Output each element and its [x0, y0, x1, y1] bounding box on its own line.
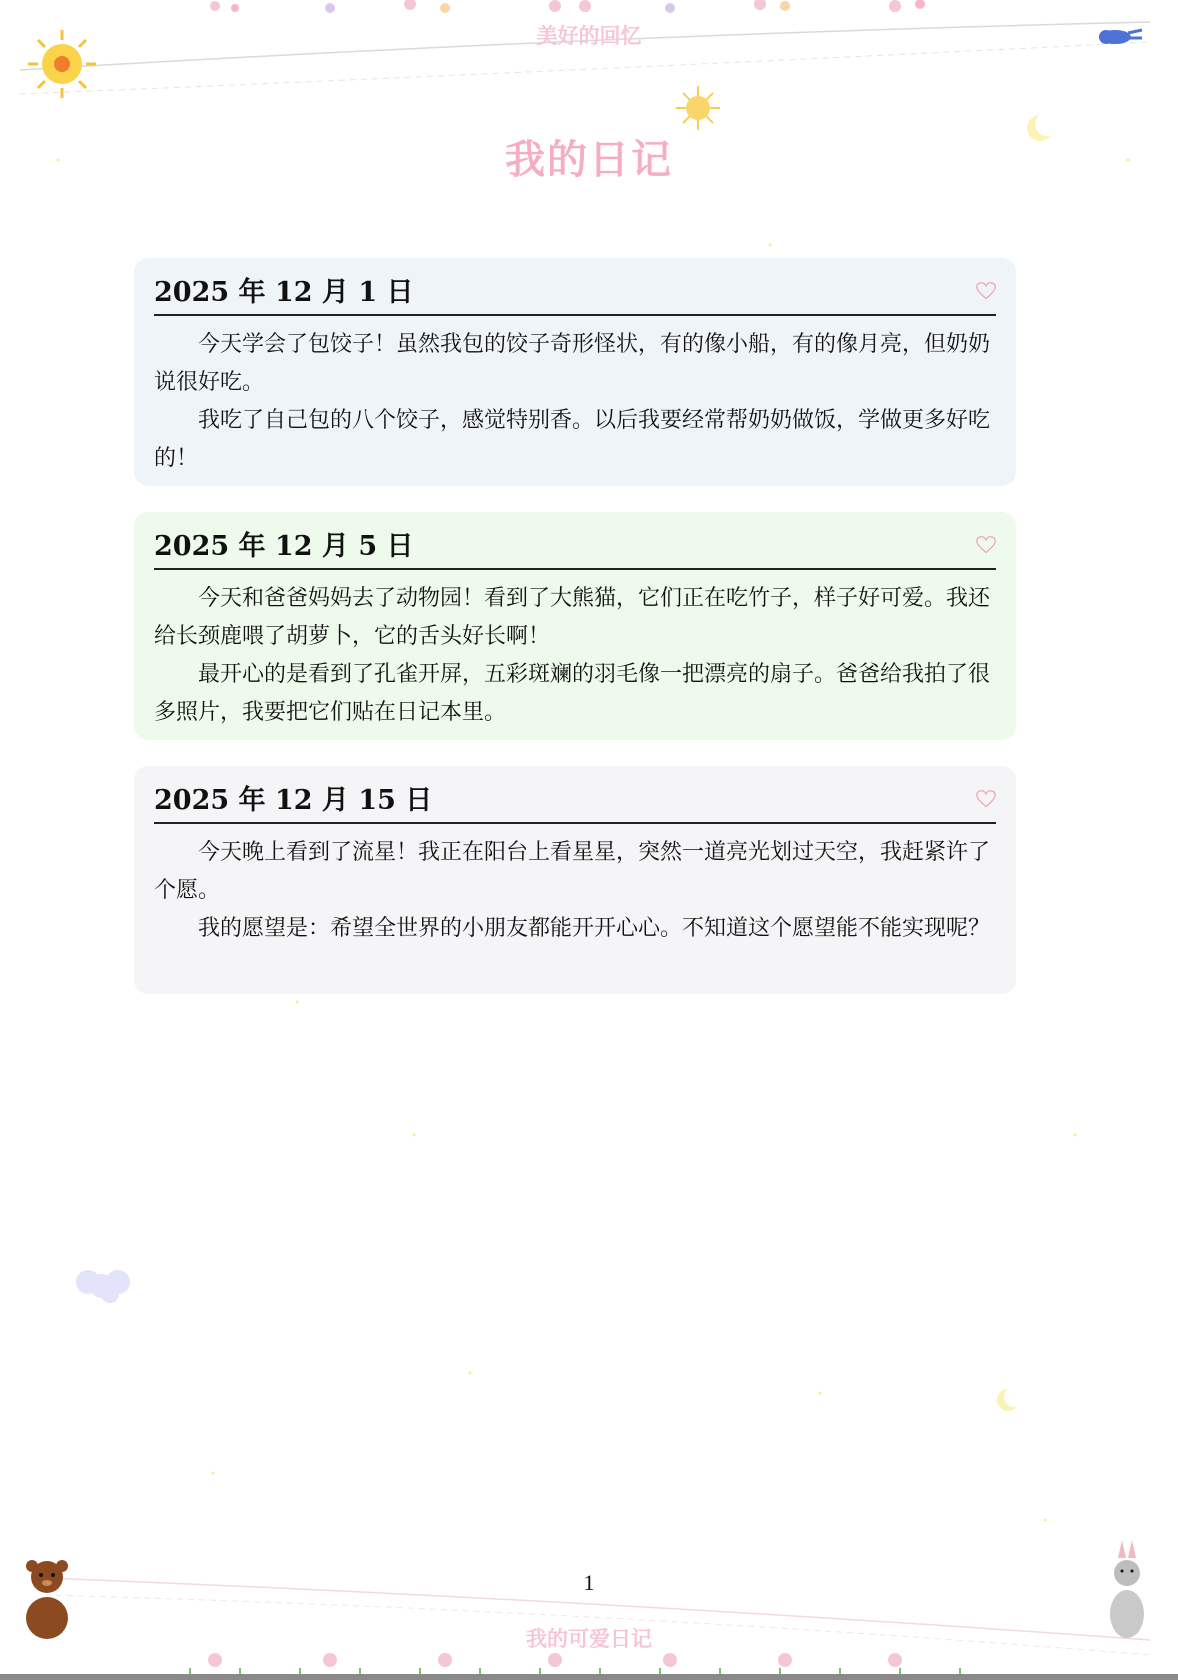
entry-body	[154, 834, 996, 948]
bottom-border	[0, 1674, 1178, 1680]
entry-header	[154, 526, 996, 570]
cloud-icon	[76, 1270, 130, 1303]
entry-paragraph: 最开心的是看到了孔雀开屏，五彩斑斓的羽毛像一把漂亮的扇子。爸爸给我拍了很多照片，我要把它们贴在日记本里。	[154, 662, 991, 725]
entry-date: 2025 年 12 月 5 日	[154, 531, 414, 562]
heart-icon	[976, 281, 996, 301]
entry-paragraph: 今天晚上看到了流星！我正在阳台上看星星，突然一道亮光划过天空，我赶紧许了个愿。	[154, 840, 991, 903]
entry-date: 2025 年 12 月 1 日	[154, 277, 414, 308]
entry-paragraph: 我吃了自己包的八个饺子，感觉特别香。以后我要经常帮奶奶做饭，学做更多好吃的！	[154, 408, 991, 471]
diary-entry	[134, 512, 1016, 740]
entry-date: 2025 年 12 月 15 日	[154, 785, 433, 816]
entry-body	[154, 580, 996, 732]
flower-icon	[208, 1653, 902, 1667]
entry-paragraph: 今天学会了包饺子！虽然我包的饺子奇形怪状，有的像小船，有的像月亮，但奶奶说很好吃。	[154, 332, 991, 395]
entry-header	[154, 272, 996, 316]
page-number: 1	[583, 1570, 595, 1595]
entry-body	[154, 326, 996, 478]
sparkle-sun-icon	[676, 86, 720, 130]
heart-icon	[976, 535, 996, 555]
entry-header	[154, 780, 996, 824]
page-title: 我的日记	[505, 136, 673, 183]
moon-icon	[997, 1387, 1024, 1411]
entry-paragraph: 今天和爸爸妈妈去了动物园！看到了大熊猫，它们正在吃竹子，样子好可爱。我还给长颈鹿喂了胡萝卜，它的舌头好长啊！	[154, 586, 991, 649]
top-flower-row	[210, 0, 925, 13]
footer-text: 我的可爱日记	[526, 1626, 652, 1651]
diary-entry	[134, 258, 1016, 486]
entry-paragraph: 我的愿望是：希望全世界的小朋友都能开开心心。不知道这个愿望能不能实现呢？	[198, 916, 991, 941]
diary-entry	[134, 766, 1016, 994]
header-text: 美好的回忆	[536, 23, 642, 48]
heart-icon	[976, 789, 996, 809]
